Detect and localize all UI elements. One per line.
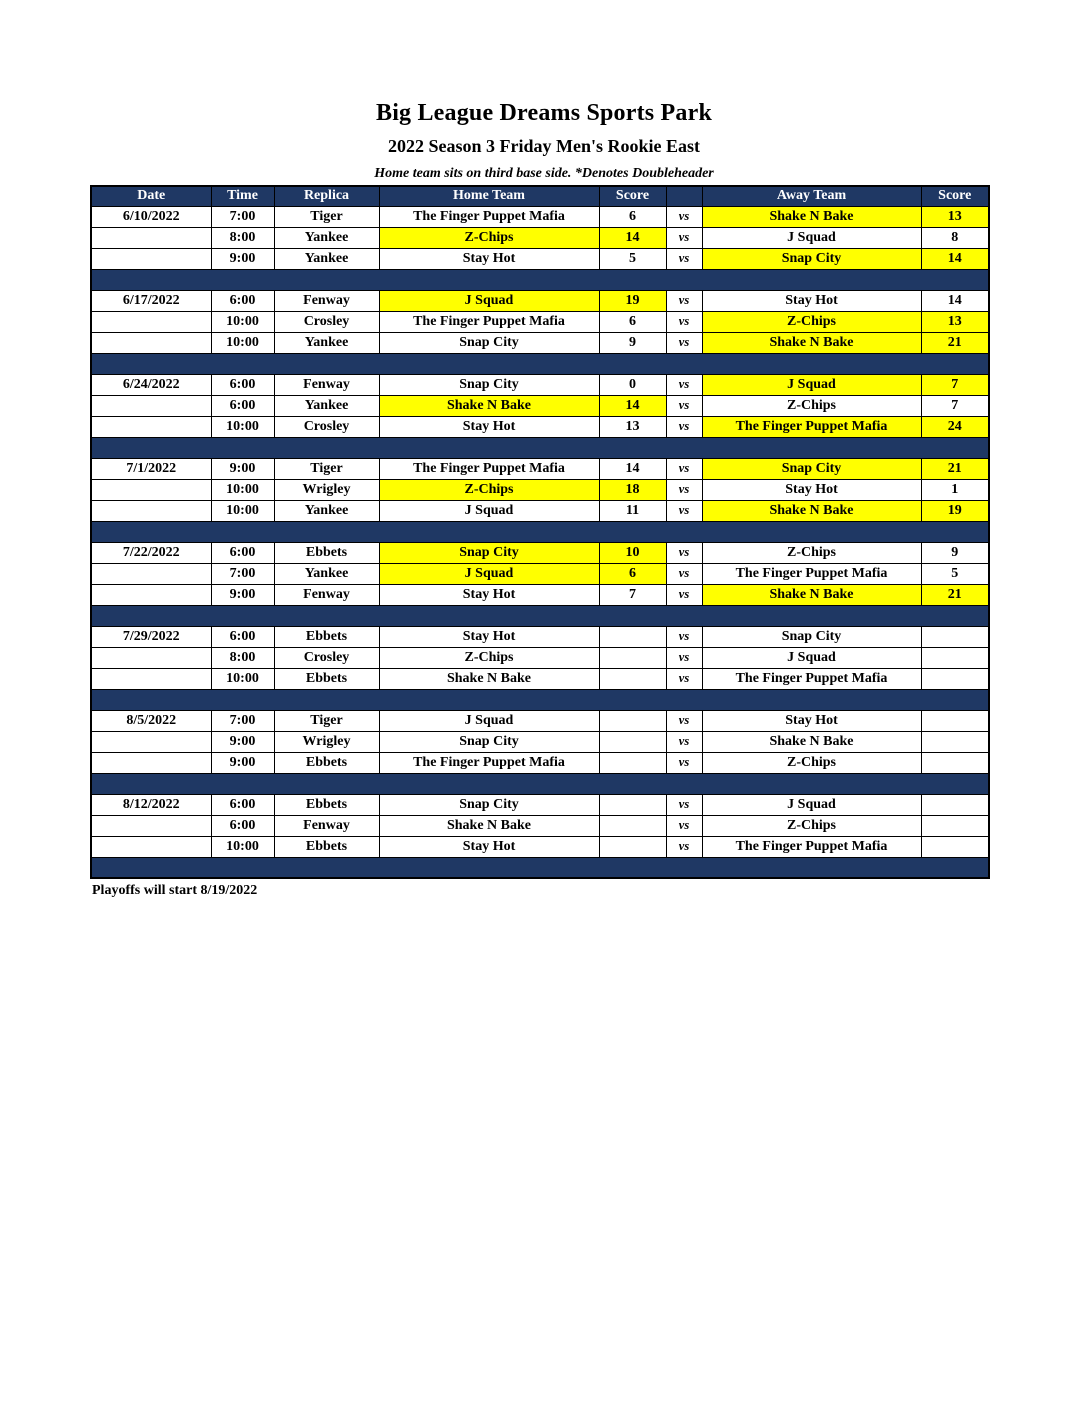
home-score-cell [599, 731, 666, 752]
time-cell: 9:00 [211, 731, 274, 752]
home-team-cell: J Squad [379, 500, 599, 521]
home-score-cell: 14 [599, 227, 666, 248]
time-cell: 9:00 [211, 458, 274, 479]
away-score-cell [921, 794, 989, 815]
replica-cell: Fenway [274, 290, 379, 311]
away-team-cell: Snap City [702, 248, 921, 269]
game-row [91, 752, 989, 773]
group-separator-row [91, 689, 989, 710]
away-score-cell [921, 710, 989, 731]
game-row [91, 479, 989, 500]
vs-cell: vs [666, 794, 702, 815]
home-score-cell: 0 [599, 374, 666, 395]
home-score-cell: 7 [599, 584, 666, 605]
vs-cell: vs [666, 374, 702, 395]
home-team-cell: Snap City [379, 794, 599, 815]
away-team-cell: Shake N Bake [702, 731, 921, 752]
date-cell [91, 227, 211, 248]
date-cell: 6/10/2022 [91, 206, 211, 227]
away-team-cell: The Finger Puppet Mafia [702, 668, 921, 689]
away-score-cell: 5 [921, 563, 989, 584]
replica-cell: Fenway [274, 815, 379, 836]
away-score-cell [921, 836, 989, 857]
time-cell: 10:00 [211, 836, 274, 857]
game-row [91, 290, 989, 311]
vs-cell: vs [666, 206, 702, 227]
game-row [91, 584, 989, 605]
replica-cell: Yankee [274, 332, 379, 353]
away-team-cell: J Squad [702, 794, 921, 815]
time-cell: 10:00 [211, 332, 274, 353]
home-score-cell: 14 [599, 458, 666, 479]
date-cell: 7/1/2022 [91, 458, 211, 479]
group-separator-row [91, 605, 989, 626]
time-cell: 10:00 [211, 311, 274, 332]
home-score-cell: 13 [599, 416, 666, 437]
away-score-cell: 13 [921, 206, 989, 227]
away-score-cell [921, 731, 989, 752]
time-cell: 8:00 [211, 227, 274, 248]
home-team-cell: Snap City [379, 332, 599, 353]
group-separator-row [91, 521, 989, 542]
home-team-cell: Stay Hot [379, 416, 599, 437]
vs-cell: vs [666, 500, 702, 521]
vs-cell: vs [666, 311, 702, 332]
vs-cell: vs [666, 479, 702, 500]
replica-cell: Ebbets [274, 794, 379, 815]
home-score-cell: 11 [599, 500, 666, 521]
replica-cell: Ebbets [274, 836, 379, 857]
column-header-home-team: Home Team [379, 186, 599, 206]
away-score-cell: 24 [921, 416, 989, 437]
away-score-cell: 21 [921, 458, 989, 479]
replica-cell: Wrigley [274, 731, 379, 752]
time-cell: 9:00 [211, 752, 274, 773]
vs-cell: vs [666, 227, 702, 248]
vs-cell: vs [666, 542, 702, 563]
home-score-cell: 6 [599, 311, 666, 332]
separator-band [91, 773, 989, 794]
column-header-vs [666, 186, 702, 206]
away-score-cell [921, 668, 989, 689]
group-separator-row [91, 269, 989, 290]
replica-cell: Yankee [274, 227, 379, 248]
game-row [91, 794, 989, 815]
home-score-cell: 19 [599, 290, 666, 311]
separator-band [91, 521, 989, 542]
schedule-header-row [91, 186, 989, 206]
date-cell [91, 500, 211, 521]
time-cell: 10:00 [211, 668, 274, 689]
date-cell: 6/24/2022 [91, 374, 211, 395]
vs-cell: vs [666, 668, 702, 689]
home-team-cell: Shake N Bake [379, 815, 599, 836]
game-row [91, 395, 989, 416]
away-team-cell: Shake N Bake [702, 206, 921, 227]
away-score-cell: 13 [921, 311, 989, 332]
time-cell: 9:00 [211, 248, 274, 269]
away-team-cell: J Squad [702, 374, 921, 395]
date-cell: 6/17/2022 [91, 290, 211, 311]
home-team-cell: Z-Chips [379, 647, 599, 668]
replica-cell: Yankee [274, 395, 379, 416]
date-cell: 7/22/2022 [91, 542, 211, 563]
home-score-cell [599, 710, 666, 731]
date-cell [91, 668, 211, 689]
home-score-cell [599, 647, 666, 668]
away-team-cell: J Squad [702, 227, 921, 248]
away-score-cell: 8 [921, 227, 989, 248]
game-row [91, 332, 989, 353]
home-team-cell: Stay Hot [379, 836, 599, 857]
group-separator-row [91, 353, 989, 374]
time-cell: 10:00 [211, 500, 274, 521]
home-team-cell: Stay Hot [379, 248, 599, 269]
away-team-cell: Z-Chips [702, 815, 921, 836]
date-cell: 8/5/2022 [91, 710, 211, 731]
game-row [91, 836, 989, 857]
home-team-cell: Stay Hot [379, 584, 599, 605]
date-cell [91, 311, 211, 332]
game-row [91, 542, 989, 563]
date-cell [91, 647, 211, 668]
home-score-cell [599, 626, 666, 647]
home-team-cell: J Squad [379, 710, 599, 731]
column-header-date: Date [91, 186, 211, 206]
time-cell: 10:00 [211, 416, 274, 437]
game-row [91, 311, 989, 332]
away-team-cell: Snap City [702, 458, 921, 479]
away-score-cell: 14 [921, 290, 989, 311]
date-cell [91, 479, 211, 500]
home-score-cell [599, 752, 666, 773]
replica-cell: Wrigley [274, 479, 379, 500]
replica-cell: Tiger [274, 458, 379, 479]
column-header-time: Time [211, 186, 274, 206]
home-score-cell: 6 [599, 563, 666, 584]
time-cell: 8:00 [211, 647, 274, 668]
away-score-cell: 1 [921, 479, 989, 500]
date-cell: 8/12/2022 [91, 794, 211, 815]
vs-cell: vs [666, 332, 702, 353]
home-team-cell: J Squad [379, 563, 599, 584]
replica-cell: Fenway [274, 374, 379, 395]
time-cell: 7:00 [211, 710, 274, 731]
replica-cell: Ebbets [274, 668, 379, 689]
home-score-cell [599, 815, 666, 836]
away-score-cell: 7 [921, 374, 989, 395]
vs-cell: vs [666, 836, 702, 857]
home-team-cell: Snap City [379, 542, 599, 563]
game-row [91, 374, 989, 395]
time-cell: 6:00 [211, 542, 274, 563]
time-cell: 6:00 [211, 290, 274, 311]
away-team-cell: Z-Chips [702, 311, 921, 332]
game-row [91, 458, 989, 479]
game-row [91, 206, 989, 227]
game-row [91, 626, 989, 647]
vs-cell: vs [666, 458, 702, 479]
home-score-cell: 5 [599, 248, 666, 269]
vs-cell: vs [666, 416, 702, 437]
column-header-replica: Replica [274, 186, 379, 206]
vs-cell: vs [666, 752, 702, 773]
time-cell: 6:00 [211, 794, 274, 815]
date-cell [91, 416, 211, 437]
home-score-cell [599, 668, 666, 689]
game-row [91, 710, 989, 731]
replica-cell: Crosley [274, 647, 379, 668]
game-row [91, 815, 989, 836]
replica-cell: Crosley [274, 416, 379, 437]
replica-cell: Tiger [274, 710, 379, 731]
home-team-cell: Snap City [379, 374, 599, 395]
away-score-cell: 19 [921, 500, 989, 521]
page-title: Big League Dreams Sports Park [375, 100, 712, 126]
game-row [91, 563, 989, 584]
game-row [91, 416, 989, 437]
vs-cell: vs [666, 584, 702, 605]
vs-cell: vs [666, 626, 702, 647]
schedule-table [90, 185, 990, 879]
schedule-body [91, 206, 989, 878]
time-cell: 10:00 [211, 479, 274, 500]
time-cell: 6:00 [211, 626, 274, 647]
game-row [91, 248, 989, 269]
away-team-cell: The Finger Puppet Mafia [702, 563, 921, 584]
away-team-cell: Stay Hot [702, 290, 921, 311]
game-row [91, 731, 989, 752]
away-team-cell: Stay Hot [702, 479, 921, 500]
vs-cell: vs [666, 395, 702, 416]
home-score-cell: 10 [599, 542, 666, 563]
away-team-cell: J Squad [702, 647, 921, 668]
home-team-cell: Shake N Bake [379, 395, 599, 416]
away-team-cell: Z-Chips [702, 542, 921, 563]
separator-band [91, 689, 989, 710]
home-score-cell: 6 [599, 206, 666, 227]
date-cell [91, 332, 211, 353]
away-team-cell: Shake N Bake [702, 332, 921, 353]
replica-cell: Yankee [274, 563, 379, 584]
replica-cell: Fenway [274, 584, 379, 605]
separator-band [91, 269, 989, 290]
date-cell [91, 836, 211, 857]
column-header-score-away: Score [921, 186, 989, 206]
vs-cell: vs [666, 710, 702, 731]
date-cell [91, 815, 211, 836]
game-row [91, 668, 989, 689]
replica-cell: Yankee [274, 500, 379, 521]
away-score-cell [921, 647, 989, 668]
vs-cell: vs [666, 290, 702, 311]
away-team-cell: The Finger Puppet Mafia [702, 416, 921, 437]
away-score-cell: 21 [921, 332, 989, 353]
home-team-cell: Snap City [379, 731, 599, 752]
away-team-cell: Snap City [702, 626, 921, 647]
replica-cell: Yankee [274, 248, 379, 269]
separator-band [91, 437, 989, 458]
home-team-cell: The Finger Puppet Mafia [379, 311, 599, 332]
column-header-score: Score [599, 186, 666, 206]
home-team-cell: J Squad [379, 290, 599, 311]
date-cell [91, 248, 211, 269]
separator-band [91, 353, 989, 374]
away-team-cell: The Finger Puppet Mafia [702, 836, 921, 857]
separator-band [91, 857, 989, 878]
home-team-note: Home team sits on third base side. *Denotes Doubleheader [374, 166, 714, 181]
game-row [91, 227, 989, 248]
home-score-cell: 18 [599, 479, 666, 500]
date-cell [91, 395, 211, 416]
home-team-cell: Shake N Bake [379, 668, 599, 689]
date-cell [91, 731, 211, 752]
vs-cell: vs [666, 248, 702, 269]
date-cell [91, 563, 211, 584]
date-cell [91, 584, 211, 605]
vs-cell: vs [666, 563, 702, 584]
time-cell: 7:00 [211, 563, 274, 584]
home-team-cell: The Finger Puppet Mafia [379, 458, 599, 479]
away-team-cell: Shake N Bake [702, 500, 921, 521]
game-row [91, 647, 989, 668]
away-team-cell: Stay Hot [702, 710, 921, 731]
home-score-cell [599, 836, 666, 857]
home-team-cell: Z-Chips [379, 479, 599, 500]
replica-cell: Ebbets [274, 626, 379, 647]
date-cell: 7/29/2022 [91, 626, 211, 647]
home-score-cell: 9 [599, 332, 666, 353]
away-score-cell: 14 [921, 248, 989, 269]
vs-cell: vs [666, 815, 702, 836]
home-score-cell [599, 794, 666, 815]
away-score-cell: 7 [921, 395, 989, 416]
away-team-cell: Shake N Bake [702, 584, 921, 605]
group-separator-row [91, 857, 989, 878]
time-cell: 9:00 [211, 584, 274, 605]
away-score-cell [921, 752, 989, 773]
time-cell: 6:00 [211, 395, 274, 416]
time-cell: 6:00 [211, 374, 274, 395]
game-row [91, 500, 989, 521]
replica-cell: Ebbets [274, 542, 379, 563]
vs-cell: vs [666, 731, 702, 752]
away-score-cell [921, 815, 989, 836]
replica-cell: Crosley [274, 311, 379, 332]
home-team-cell: Stay Hot [379, 626, 599, 647]
home-team-cell: The Finger Puppet Mafia [379, 752, 599, 773]
schedule-header [91, 186, 989, 206]
column-header-away-team: Away Team [702, 186, 921, 206]
page-subtitle: 2022 Season 3 Friday Men's Rookie East [387, 136, 700, 156]
playoffs-note: Playoffs will start 8/19/2022 [92, 883, 258, 898]
away-score-cell: 21 [921, 584, 989, 605]
replica-cell: Tiger [274, 206, 379, 227]
vs-cell: vs [666, 647, 702, 668]
home-team-cell: The Finger Puppet Mafia [379, 206, 599, 227]
replica-cell: Ebbets [274, 752, 379, 773]
time-cell: 7:00 [211, 206, 274, 227]
away-team-cell: Z-Chips [702, 395, 921, 416]
group-separator-row [91, 773, 989, 794]
away-team-cell: Z-Chips [702, 752, 921, 773]
away-score-cell [921, 626, 989, 647]
home-team-cell: Z-Chips [379, 227, 599, 248]
time-cell: 6:00 [211, 815, 274, 836]
away-score-cell: 9 [921, 542, 989, 563]
separator-band [91, 605, 989, 626]
date-cell [91, 752, 211, 773]
group-separator-row [91, 437, 989, 458]
home-score-cell: 14 [599, 395, 666, 416]
